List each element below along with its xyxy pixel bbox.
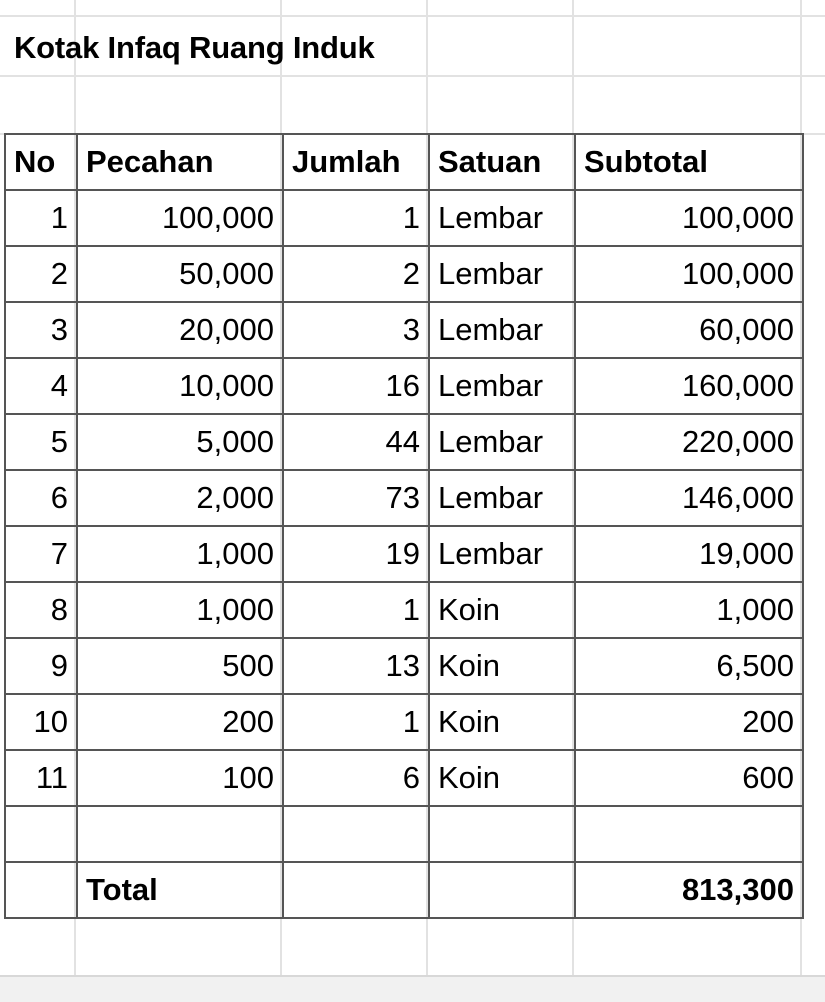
cell-jumlah[interactable]: 16: [283, 358, 429, 414]
cell-subtotal[interactable]: 19,000: [575, 526, 803, 582]
empty-cell[interactable]: [5, 862, 77, 918]
total-label[interactable]: Total: [77, 862, 283, 918]
cell-satuan[interactable]: Koin: [429, 582, 575, 638]
table-row: [5, 750, 803, 806]
cell-satuan[interactable]: Lembar: [429, 526, 575, 582]
cell-subtotal[interactable]: 60,000: [575, 302, 803, 358]
cell-no[interactable]: 6: [5, 470, 77, 526]
table-row: [5, 302, 803, 358]
cell-no[interactable]: 4: [5, 358, 77, 414]
header-satuan[interactable]: Satuan: [429, 134, 575, 190]
cell-subtotal[interactable]: 160,000: [575, 358, 803, 414]
cell-no[interactable]: 10: [5, 694, 77, 750]
empty-cell[interactable]: [429, 862, 575, 918]
cell-pecahan[interactable]: 20,000: [77, 302, 283, 358]
cell-pecahan[interactable]: 1,000: [77, 526, 283, 582]
cell-pecahan[interactable]: 1,000: [77, 582, 283, 638]
cell-subtotal[interactable]: 100,000: [575, 246, 803, 302]
cell-no[interactable]: 8: [5, 582, 77, 638]
cell-jumlah[interactable]: 1: [283, 190, 429, 246]
header-pecahan[interactable]: Pecahan: [77, 134, 283, 190]
infaq-table: [4, 133, 804, 919]
sheet-title[interactable]: Kotak Infaq Ruang Induk: [14, 30, 375, 65]
total-value[interactable]: 813,300: [575, 862, 803, 918]
cell-no[interactable]: 2: [5, 246, 77, 302]
cell-jumlah[interactable]: 73: [283, 470, 429, 526]
cell-jumlah[interactable]: 13: [283, 638, 429, 694]
cell-subtotal[interactable]: 146,000: [575, 470, 803, 526]
empty-cell[interactable]: [5, 806, 77, 862]
cell-pecahan[interactable]: 100,000: [77, 190, 283, 246]
cell-jumlah[interactable]: 1: [283, 582, 429, 638]
total-row: [5, 862, 803, 918]
cell-pecahan[interactable]: 100: [77, 750, 283, 806]
cell-satuan[interactable]: Koin: [429, 638, 575, 694]
table-row: [5, 414, 803, 470]
empty-cell[interactable]: [575, 806, 803, 862]
cell-satuan[interactable]: Koin: [429, 694, 575, 750]
cell-no[interactable]: 1: [5, 190, 77, 246]
table-row: [5, 526, 803, 582]
table-row: [5, 582, 803, 638]
table-row: [5, 694, 803, 750]
gridline: [0, 15, 825, 17]
cell-pecahan[interactable]: 2,000: [77, 470, 283, 526]
header-subtotal[interactable]: Subtotal: [575, 134, 803, 190]
cell-jumlah[interactable]: 3: [283, 302, 429, 358]
cell-pecahan[interactable]: 10,000: [77, 358, 283, 414]
cell-jumlah[interactable]: 44: [283, 414, 429, 470]
empty-cell[interactable]: [283, 806, 429, 862]
table-row: [5, 638, 803, 694]
cell-jumlah[interactable]: 6: [283, 750, 429, 806]
header-row: [5, 134, 803, 190]
table-row: [5, 358, 803, 414]
gridline: [0, 75, 825, 77]
cell-satuan[interactable]: Lembar: [429, 358, 575, 414]
table-row: [5, 190, 803, 246]
header-jumlah[interactable]: Jumlah: [283, 134, 429, 190]
cell-subtotal[interactable]: 200: [575, 694, 803, 750]
table-row: [5, 470, 803, 526]
cell-no[interactable]: 9: [5, 638, 77, 694]
cell-satuan[interactable]: Lembar: [429, 470, 575, 526]
cell-satuan[interactable]: Koin: [429, 750, 575, 806]
header-no[interactable]: No: [5, 134, 77, 190]
cell-satuan[interactable]: Lembar: [429, 190, 575, 246]
empty-cell[interactable]: [429, 806, 575, 862]
empty-row: [5, 806, 803, 862]
cell-subtotal[interactable]: 100,000: [575, 190, 803, 246]
cell-satuan[interactable]: Lembar: [429, 414, 575, 470]
table-row: [5, 246, 803, 302]
cell-no[interactable]: 7: [5, 526, 77, 582]
cell-no[interactable]: 3: [5, 302, 77, 358]
sheet-bottom-bar: [0, 975, 825, 1002]
cell-subtotal[interactable]: 1,000: [575, 582, 803, 638]
cell-pecahan[interactable]: 5,000: [77, 414, 283, 470]
cell-satuan[interactable]: Lembar: [429, 302, 575, 358]
cell-jumlah[interactable]: 1: [283, 694, 429, 750]
empty-cell[interactable]: [283, 862, 429, 918]
cell-pecahan[interactable]: 200: [77, 694, 283, 750]
cell-subtotal[interactable]: 220,000: [575, 414, 803, 470]
empty-cell[interactable]: [77, 806, 283, 862]
cell-satuan[interactable]: Lembar: [429, 246, 575, 302]
cell-subtotal[interactable]: 600: [575, 750, 803, 806]
cell-jumlah[interactable]: 2: [283, 246, 429, 302]
cell-pecahan[interactable]: 500: [77, 638, 283, 694]
cell-no[interactable]: 5: [5, 414, 77, 470]
cell-jumlah[interactable]: 19: [283, 526, 429, 582]
cell-no[interactable]: 11: [5, 750, 77, 806]
cell-pecahan[interactable]: 50,000: [77, 246, 283, 302]
cell-subtotal[interactable]: 6,500: [575, 638, 803, 694]
